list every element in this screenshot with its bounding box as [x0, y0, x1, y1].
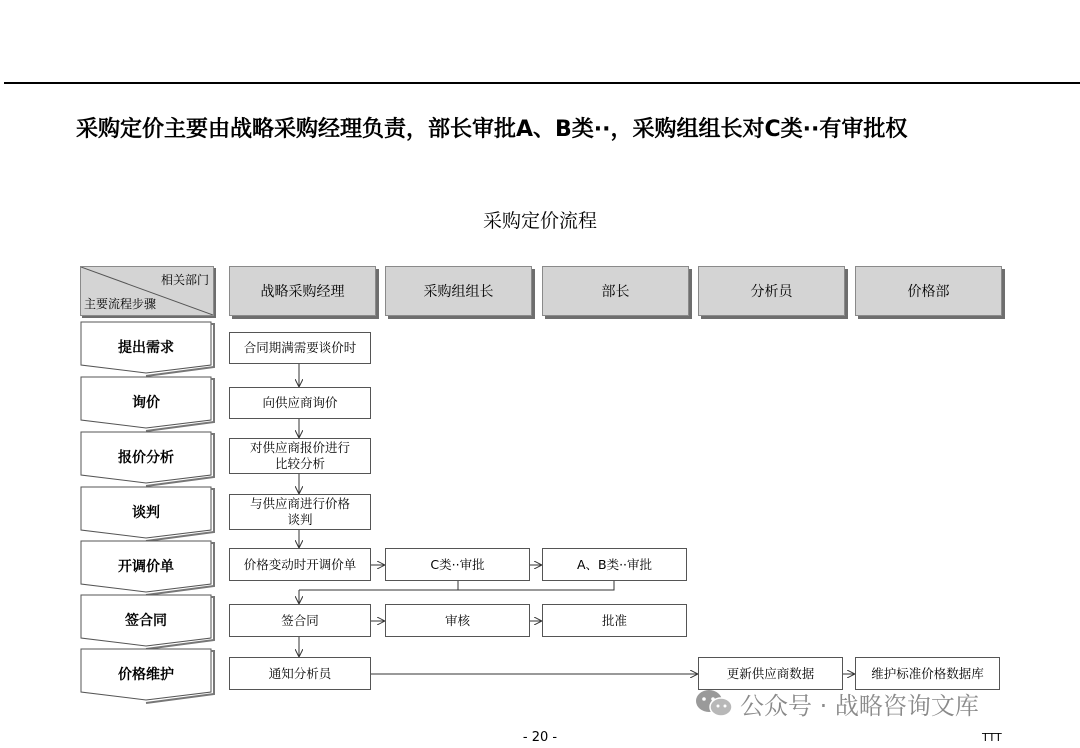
step-label: 提出需求 — [118, 340, 174, 356]
step-label: 谈判 — [132, 505, 160, 521]
step-label: 价格维护 — [118, 667, 174, 683]
dept-header-group-leader: 采购组组长 — [385, 266, 532, 316]
box-compare-quotes: 对供应商报价进行比较分析 — [229, 438, 371, 474]
step-label: 询价 — [132, 395, 160, 411]
dept-header-director: 部长 — [542, 266, 689, 316]
box-update-supplier-data: 更新供应商数据 — [698, 657, 843, 690]
box-approve: 批准 — [542, 604, 687, 637]
wechat-icon — [694, 688, 734, 720]
arrow-b7-return — [299, 581, 614, 590]
corner-label-steps: 主要流程步骤 — [84, 297, 157, 311]
watermark-text: 公众号 · 战略咨询文库 — [740, 692, 979, 720]
step-label: 签合同 — [125, 613, 167, 629]
box-ab-class-approval: A、B类··审批 — [542, 548, 687, 581]
footer-tag: TTT — [982, 731, 1002, 744]
dept-header-price-dept: 价格部 — [855, 266, 1002, 316]
corner-label-departments: 相关部门 — [160, 273, 209, 287]
box-negotiate-price: 与供应商进行价格谈判 — [229, 494, 371, 530]
dept-header-strategic-manager: 战略采购经理 — [229, 266, 376, 316]
box-maintain-price-database: 维护标准价格数据库 — [855, 657, 1000, 690]
step-label: 报价分析 — [118, 450, 174, 466]
step-label: 开调价单 — [118, 559, 174, 575]
page-number: - 20 - — [522, 730, 558, 745]
box-notify-analyst: 通知分析员 — [229, 657, 371, 690]
box-contract-expiry: 合同期满需要谈价时 — [229, 332, 371, 364]
box-issue-price-order: 价格变动时开调价单 — [229, 548, 371, 581]
box-c-class-approval: C类··审批 — [385, 548, 530, 581]
page-title: 采购定价主要由战略采购经理负责，部长审批A、B类··，采购组组长对C类··有审批权 — [76, 117, 908, 142]
diagram-title: 采购定价流程 — [482, 210, 597, 232]
box-inquire-supplier: 向供应商询价 — [229, 387, 371, 419]
box-review: 审核 — [385, 604, 530, 637]
watermark — [694, 686, 979, 721]
box-sign-contract: 签合同 — [229, 604, 371, 637]
dept-header-analyst: 分析员 — [698, 266, 845, 316]
